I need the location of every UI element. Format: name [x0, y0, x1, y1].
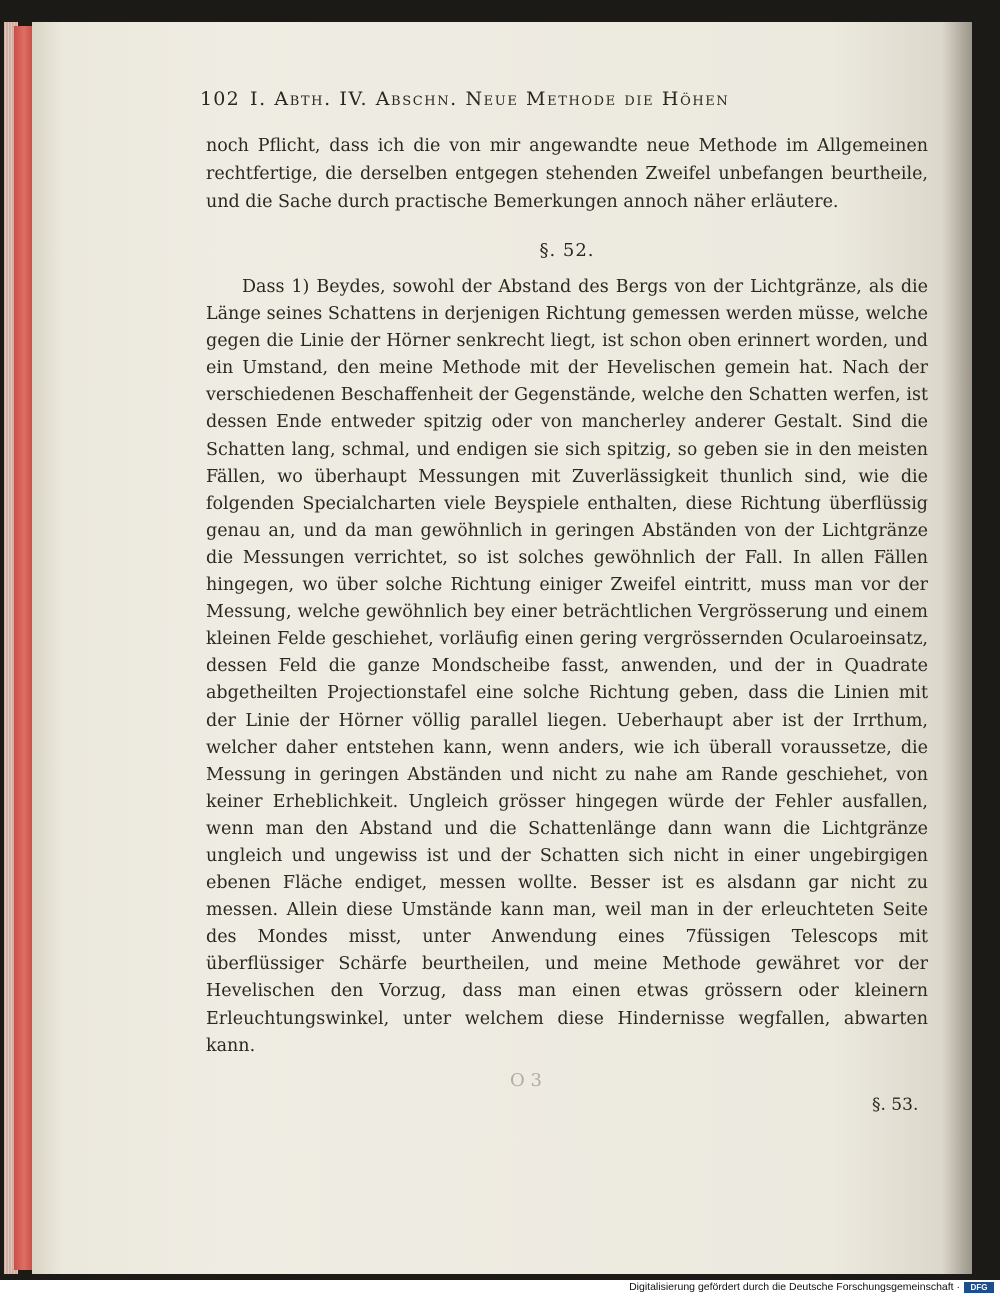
paragraph-1 [206, 132, 928, 216]
header-title: I. Abth. IV. Abschn. Neue Methode die Höhen [250, 88, 730, 110]
red-edge-binding [14, 26, 34, 1270]
spine-shadow [942, 22, 972, 1274]
running-header [200, 88, 860, 116]
faint-page-mark: O 3 [510, 1070, 542, 1091]
paragraph-1-text: noch Pflicht, dass ich die von mir angewandte neue Methode im Allgemeinen rechtfertige, die derselben entgegen stehenden Zweifel unbefangen beurtheile, und die Sache durch practische Bemerkungen annoch näher erläutere. [206, 136, 928, 212]
footer-credit: Digitalisierung gefördert durch die Deutsche Forschungsgemeinschaft · [629, 1281, 960, 1293]
section-heading: §. 52. [539, 240, 595, 261]
catchword: §. 53. [872, 1095, 919, 1115]
digitization-footer [0, 1280, 1000, 1295]
paragraph-2 [206, 274, 928, 1060]
dfg-logo: DFG [964, 1282, 994, 1293]
page-number: 102 [200, 88, 240, 110]
paragraph-2-text: Dass 1) Beydes, sowohl der Abstand des Bergs von der Lichtgränze, als die Länge seines Schattens in derjenigen Richtung gemessen werden müsse, welche gegen die Linie der Hörner senkrecht liegt, ist schon oben erinnert worden, und ein Umstand, den meine Methode mit der Hevelischen gemein hat. Nach der verschiedenen Beschaffenheit der Gegenstände, welche den Schatten werfen, ist dessen Ende entweder spitzig oder von mancherley anderer Gestalt. Sind die Schatten lang, schmal, und endigen sie sich spitzig, so geben sie in den meisten Fällen, wo überhaupt Messungen mit Zuverlässigkeit thunlich sind, wie die folgenden Specialcharten viele Beyspiele enthalten, diese Richtung überflüssig genau an, und da man gewöhnlich in geringen Abständen von der Lichtgränze die Messungen verrichtet, so ist solches gewöhnlich der Fall. In allen Fällen hingegen, wo über solche Richtung einiger Zweifel eintritt, muss man vor der Messung, welche gewöhnlich bey einer beträchtlichen Vergrösserung und einem kleinen Felde geschiehet, vorläufig einen gering vergrössernden Ocularoeinsatz, dessen Feld die ganze Mondscheibe fasst, anwenden, und der in Quadrate abgetheilten Projectionstafel eine solche Richtung geben, dass die Linien mit der Linie der Hörner völlig parallel liegen. Ueberhaupt aber ist der Irrthum, welcher daher entstehen kann, wenn anders, wie ich überall voraussetze, die Messung in geringen Abständen und nicht zu nahe am Rande geschiehet, von keiner Erheblichkeit. Ungleich grösser hingegen würde der Fehler ausfallen, wenn man den Abstand und die Schattenlänge dann wann die Lichtgränze ungleich und ungewiss ist und der Schatten sich nicht in einer ungebirgigen ebenen Fläche endiget, messen wollte. Besser ist es alsdann gar nicht zu messen. Allein diese Umstände kann man, weil man in der erleuchteten Seite des Mondes misst, unter Anwendung eines 7füssigen Telescops mit überflüssiger Schärfe beurtheilen, und meine Methode gewähret vor der Hevelischen den Vorzug, dass man einen etwas grössern oder kleinern Erleuchtungswinkel, unter welchem diese Hindernisse wegfallen, abwarten kann. [206, 277, 928, 1056]
